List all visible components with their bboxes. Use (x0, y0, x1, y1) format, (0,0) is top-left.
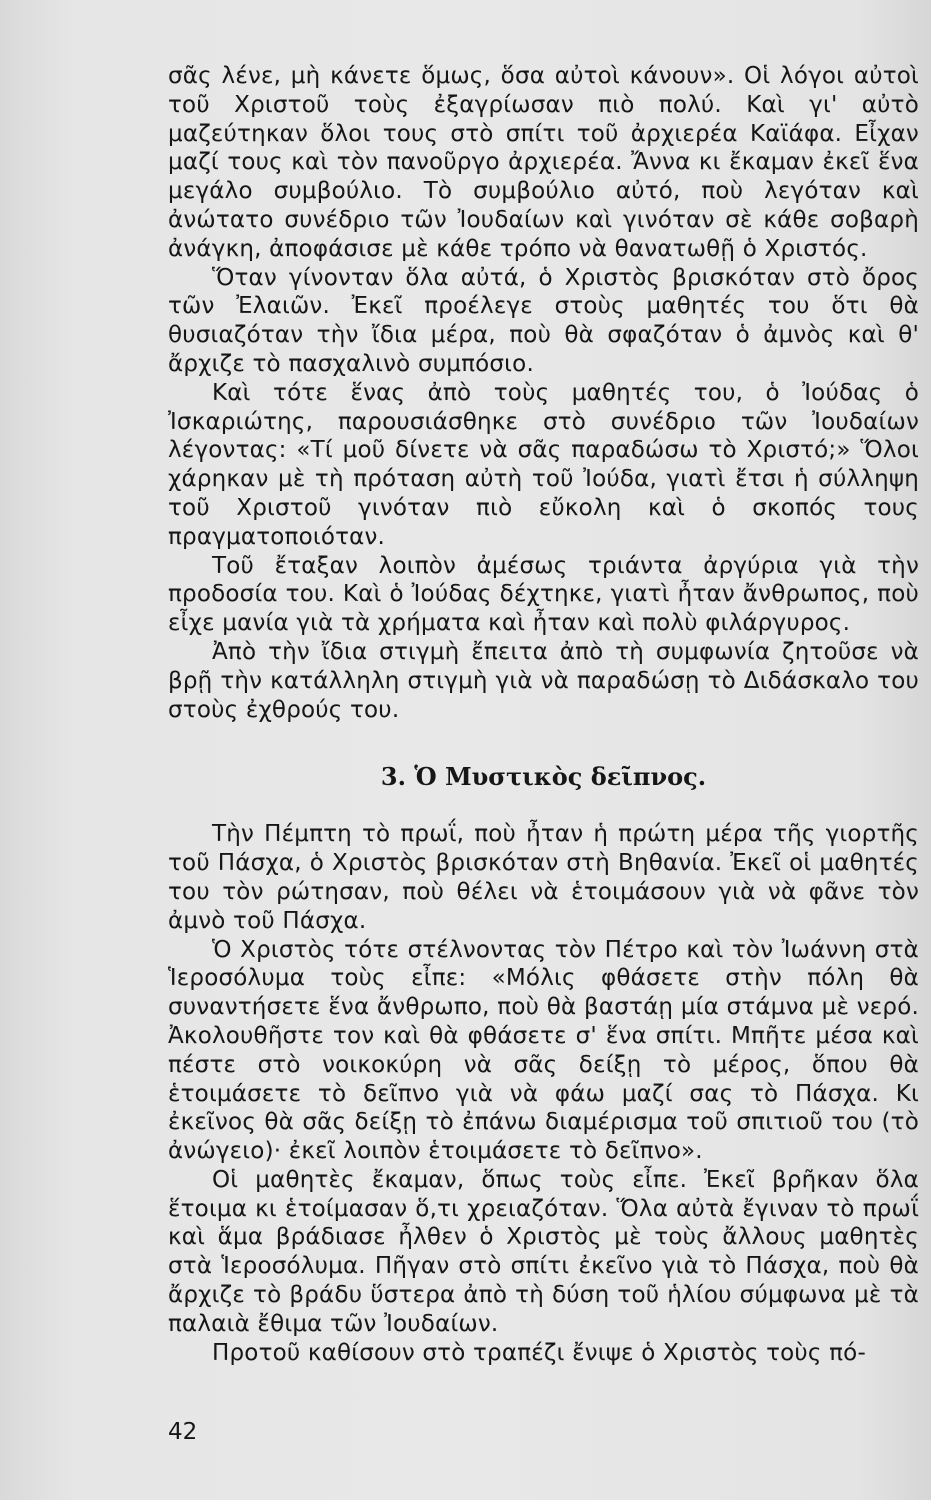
paragraph: Οἱ μαθητὲς ἔκαμαν, ὅπως τοὺς εἶπε. Ἐκεῖ βρῆκαν ὅλα ἕτοιμα κι ἑτοίμασαν ὅ,τι χρειαζόταν. Ὅλα αὐτὰ ἔγιναν τὸ πρωΐ καὶ ἅμα βράδιασε ἦλθεν ὁ Χριστὸς μὲ τοὺς ἄλλους μαθητὲς στὰ Ἱεροσόλυμα. Πῆγαν στὸ σπίτι ἐκεῖνο γιὰ τὸ Πάσχα, ποὺ θὰ ἄρχιζε τὸ βράδυ ὕστερα ἀπὸ τὴ δύση τοῦ ἡλίου σύμφωνα μὲ τὰ παλαιὰ ἔθιμα τῶν Ἰουδαίων. (168, 1166, 919, 1337)
body-text (168, 62, 919, 1367)
paragraph: Τοῦ ἔταξαν λοιπὸν ἀμέσως τριάντα ἀργύρια γιὰ τὴν προδοσία του. Καὶ ὁ Ἰούδας δέχτηκε, γιατὶ ἦταν ἄνθρωπος, ποὺ εἶχε μανία γιὰ τὰ χρήματα καὶ ἦταν καὶ πολὺ φιλάργυρος. (168, 552, 919, 637)
section-heading: 3. Ὁ Μυστικὸς δεῖπνος. (380, 762, 707, 792)
paragraph: Προτοῦ καθίσουν στὸ τραπέζι ἔνιψε ὁ Χριστὸς τοὺς πό- (212, 1339, 866, 1366)
paragraph: Ὅταν γίνονταν ὅλα αὐτά, ὁ Χριστὸς βρισκόταν στὸ ὄρος τῶν Ἐλαιῶν. Ἐκεῖ προέλεγε στοὺς μαθητές του ὅτι θὰ θυσιαζόταν τὴν ἴδια μέρα, ποὺ θὰ σφαζόταν ὁ ἀμνὸς καὶ θ' ἄρχιζε τὸ πασχαλινὸ συμπόσιο. (168, 264, 919, 377)
page-number: 42 (168, 1419, 198, 1445)
paragraph: Ἀπὸ τὴν ἴδια στιγμὴ ἔπειτα ἀπὸ τὴ συμφωνία ζητοῦσε νὰ βρῇ τὴν κατάλληλη στιγμὴ γιὰ νὰ παραδώσῃ τὸ Διδάσκαλο του στοὺς ἐχθρούς του. (168, 638, 919, 723)
paragraph: Ὁ Χριστὸς τότε στέλνοντας τὸν Πέτρο καὶ τὸν Ἰωάννη στὰ Ἱεροσόλυμα τοὺς εἶπε: «Μόλις φθάσετε στὴν πόλη θὰ συναντήσετε ἕνα ἄνθρωπο, ποὺ θὰ βαστάῃ μία στάμνα μὲ νερό. Ἀκολουθῆστε τον καὶ θὰ φθάσετε σ' ἕνα σπίτι. Μπῆτε μέσα καὶ πέστε στὸ νοικοκύρη νὰ σᾶς δείξῃ τὸ μέρος, ὅπου θὰ ἑτοιμάσετε τὸ δεῖπνο γιὰ νὰ φάω μαζί σας τὸ Πάσχα. Κι ἐκεῖνος θὰ σᾶς δείξῃ τὸ ἐπάνω διαμέρισμα τοῦ σπιτιοῦ του (τὸ ἀνώγειο)· ἐκεῖ λοιπὸν ἑτοιμάσετε τὸ δεῖπνο». (168, 936, 919, 1165)
paragraph: Τὴν Πέμπτη τὸ πρωΐ, ποὺ ἦταν ἡ πρώτη μέρα τῆς γιορτῆς τοῦ Πάσχα, ὁ Χριστὸς βρισκόταν στὴ Βηθανία. Ἐκεῖ οἱ μαθητές του τὸν ρώτησαν, ποὺ θέλει νὰ ἑτοιμάσουν γιὰ νὰ φᾶνε τὸν ἀμνὸ τοῦ Πάσχα. (168, 821, 919, 934)
paragraph: Καὶ τότε ἕνας ἀπὸ τοὺς μαθητές του, ὁ Ἰούδας ὁ Ἰσκαριώτης, παρουσιάσθηκε στὸ συνέδριο τῶν Ἰουδαίων λέγοντας: «Τί μοῦ δίνετε νὰ σᾶς παραδώσω τὸ Χριστό;» Ὅλοι χάρηκαν μὲ τὴ πρόταση αὐτὴ τοῦ Ἰούδα, γιατὶ ἔτσι ἡ σύλληψη τοῦ Χριστοῦ γινόταν πιὸ εὔκολη καὶ ὁ σκοπός τους πραγματοποιόταν. (168, 379, 919, 550)
paragraph: σᾶς λένε, μὴ κάνετε ὅμως, ὅσα αὐτοὶ κάνουν». Οἱ λόγοι αὐτοὶ τοῦ Χριστοῦ τοὺς ἐξαγρίωσαν πιὸ πολύ. Καὶ γι' αὐτὸ μαζεύτηκαν ὅλοι τους στὸ σπίτι τοῦ ἀρχιερέα Καϊάφα. Εἶχαν μαζί τους καὶ τὸν πανοῦργο ἀρχιερέα. Ἄννα κι ἔκαμαν ἐκεῖ ἕνα μεγάλο συμβούλιο. Τὸ συμβούλιο αὐτό, ποὺ λεγόταν καὶ ἀνώτατο συνέδριο τῶν Ἰουδαίων καὶ γινόταν σὲ κάθε σοβαρὴ ἀνάγκη, ἀποφάσισε μὲ κάθε τρόπο νὰ θανατωθῇ ὁ Χριστός. (168, 63, 919, 262)
